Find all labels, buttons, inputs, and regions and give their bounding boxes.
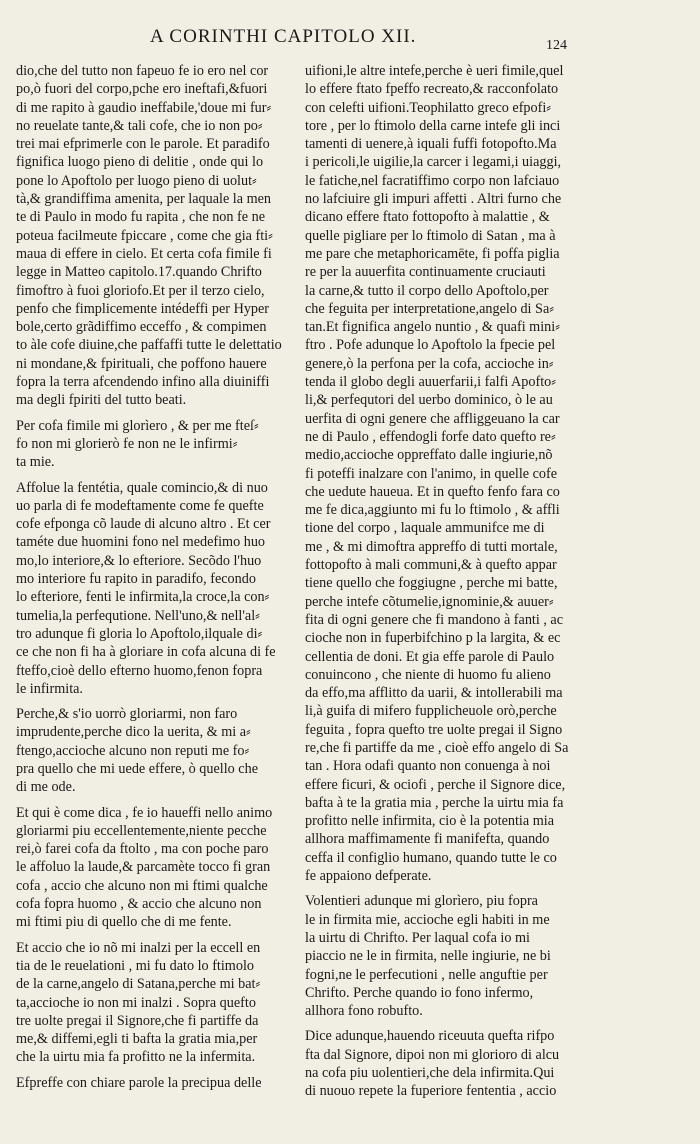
- text-line: Efpreffe con chiare parole la precipua delle: [16, 1074, 262, 1091]
- text-line: cellentia de doni. Et gia effe parole di Paulo: [305, 648, 555, 665]
- text-line: fimoftro à fuoi gloriofo.Et per il terzo cielo,: [16, 282, 265, 299]
- text-line: rei,ò farei cofa da ftolto , ma con poche paro: [16, 841, 269, 858]
- text-line: bole,certo grãdiffimo ecceffo , & compimen: [16, 319, 267, 336]
- text-line: tore , per lo ftimolo della carne intefe gli inci: [305, 117, 561, 134]
- text-line: tà,& grandiffima amenita, per laquale la men: [16, 191, 272, 208]
- running-head: A CORINTHI CAPITOLO XII.: [150, 26, 417, 47]
- text-line: ce che non fi ha à gloriare in cofa alcuna di fe: [16, 644, 276, 661]
- text-line: ceffa il configlio humano, quando tutte le co: [305, 849, 557, 866]
- text-line: trei mai efprimerle con le parole. Et paradifo: [16, 136, 270, 153]
- text-line: tiene quello che foggiugne , perche mi batte,: [305, 575, 558, 592]
- text-line: fita di ogni genere che fi mandono à fanti , ac: [305, 611, 564, 628]
- text-line: lo effere ftato fpeffo recreato,& racconfolato: [305, 81, 559, 98]
- paragraph: [16, 804, 288, 932]
- text-line: taméte due huomini fono nel medefimo huo: [16, 534, 266, 551]
- text-line: fottopofto à mali communi,& à quefto appar: [305, 557, 557, 574]
- text-line: ta mie.: [16, 454, 55, 471]
- text-line: uo parla di fe modeftamente come fe quefte: [16, 497, 264, 514]
- text-line: fignifica luogo pieno di delitie , onde qui lo: [16, 154, 264, 171]
- text-line: Perche,& s'io uorrò gloriarmi, non faro: [16, 706, 238, 723]
- text-line: de la carne,angelo di Satana,perche mi bat⸗: [16, 976, 261, 993]
- text-line: tamenti di uenere,à iquali fuffi fotopofto.Ma: [305, 136, 557, 153]
- text-line: me fe dica,aggiunto mi fu lo ftimolo , & affli: [305, 502, 560, 519]
- text-line: cofa , accio che alcuno non mi ftimi qualche: [16, 877, 268, 894]
- text-line: ftro . Pofe adunque lo Apoftolo la fpecie pel: [305, 337, 556, 354]
- text-line: tan.Et fignifica angelo nuntio , & quafi mini⸗: [305, 319, 560, 336]
- text-line: Volentieri adunque mi glorìero, piu fopra: [305, 893, 538, 910]
- text-line: Chrifto. Perche quando io fono infermo,: [305, 984, 534, 1001]
- text-line: profitto nelle infirmita, cio è la potentia mia: [305, 813, 554, 830]
- text-line: mo interiore fu rapito in paradifo, fecondo: [16, 571, 256, 588]
- text-line: gloriarmi piu eccellentemente,niente pecche: [16, 822, 267, 839]
- text-line: me , & mi dimoftra appreffo di tutti mortale,: [305, 538, 558, 555]
- text-line: tenda il globo degli auuerfarii,i falfi Apofto⸗: [305, 374, 556, 391]
- text-line: fta dal Signore, dipoi non mi glorioro di alcu: [305, 1046, 560, 1063]
- paragraph: [16, 479, 288, 699]
- text-line: me pare che metaphoricamēte, fi poffa piglia: [305, 245, 560, 262]
- text-line: cioche non in fuperbifchino p la largita, & ec: [305, 630, 561, 647]
- text-line: le in firmita mie, accioche egli habiti in me: [305, 911, 550, 928]
- text-line: la uirtu di Chrifto. Per laqual cofa io mi: [305, 929, 530, 946]
- text-line: che la uirtu mia fa profitto ne la infermita.: [16, 1049, 256, 1066]
- text-line: Dice adunque,hauendo riceuuta quefta rifpo: [305, 1028, 555, 1045]
- left-column: [16, 62, 288, 1099]
- text-line: uifioni,le altre intefe,perche è ueri fimile,quel: [305, 63, 564, 79]
- paragraph: [305, 892, 583, 1020]
- text-line: fteffo,cioè dello efterno huomo,fenon fopra: [16, 662, 263, 679]
- text-line: tro adunque fi gloria lo Apoftolo,ilquale di⸗: [16, 625, 263, 642]
- text-line: fe appaiono defperate.: [305, 868, 432, 885]
- text-line: lo efteriore, fenti le infirmita,la croce,la con⸗: [16, 589, 270, 606]
- text-line: bafta à te la gratia mia , perche la uirtu mia fa: [305, 794, 564, 811]
- paragraph: [16, 705, 288, 796]
- text-line: maua di effere in cielo. Et certa cofa fimile fi: [16, 245, 272, 262]
- text-line: Et qui è come dica , fe io haueffi nello animo: [16, 804, 273, 821]
- text-line: me,& diffemi,egli ti bafta la gratia mia,per: [16, 1031, 258, 1048]
- text-line: mo,lo interiore,& lo efteriore. Secõdo l'huo: [16, 552, 262, 569]
- text-line: legge in Matteo capitolo.17.quando Chrifto: [16, 264, 262, 281]
- text-line: fogni,ne le perfecutioni , nelle anguftie per: [305, 966, 548, 983]
- text-line: fopra la terra afcendendo infino alla diuiniffi: [16, 374, 270, 391]
- paragraph: [305, 62, 583, 885]
- text-line: mi ftimi piu di quello che di me fente.: [16, 914, 232, 931]
- text-line: conuincono , che niente di huomo fu alieno: [305, 666, 551, 683]
- text-line: di me rapito à gaudio ineffabile,'doue mi fur⸗: [16, 99, 272, 116]
- text-line: na cofa piu uolentieri,che dela infirmita.Qui: [305, 1065, 555, 1082]
- text-line: re per la auuerfita continuamente cruciauti: [305, 264, 546, 281]
- text-line: Affolue la fentétia, quale comincio,& di nuo: [16, 479, 268, 496]
- text-line: tre uolte pregai il Signore,che fi partiffe da: [16, 1012, 259, 1029]
- text-line: ne di Paulo , effendogli forfe dato quefto re⸗: [305, 428, 556, 445]
- paragraph: [16, 939, 288, 1067]
- text-line: medio,accioche oppreffato dalle ingiurie,nõ: [305, 447, 553, 464]
- text-line: penfo che fimplicemente intédeffi per Hyper: [16, 300, 270, 317]
- text-line: pone lo Apoftolo per luogo pieno di uolut⸗: [16, 172, 257, 189]
- paragraph: [16, 417, 288, 472]
- text-line: fo non mi glorierò fe non ne le infirmi⸗: [16, 435, 238, 452]
- text-line: i pericoli,le uigilie,la carcer i legami,i uiaggi,: [305, 154, 562, 171]
- text-line: feguita , fopra quefto tre uolte pregai il Signo: [305, 721, 563, 738]
- text-line: li,à guifa di mifero fupplicheuole orò,perche: [305, 703, 557, 720]
- text-line: da effo,ma afflitto da uarii, & intollerabili ma: [305, 685, 563, 702]
- text-line: re,che fi partiffe da me , cioè effo angelo di Sa: [305, 739, 569, 756]
- text-line: la carne,& tutto il corpo dello Apoftolo,per: [305, 282, 549, 299]
- text-line: piaccio ne le in firmita, nelle ingiurie, ne bi: [305, 948, 551, 965]
- text-line: che uedute haueua. Et in quefto fenfo fara co: [305, 483, 560, 500]
- text-line: fi poteffi inalzare con l'animo, in quelle cofe: [305, 465, 558, 482]
- text-line: cofe efponga cõ laude di alcuno altro . Et cer: [16, 516, 271, 533]
- text-line: le affoluo la laude,& parcamète tocco fi gran: [16, 859, 271, 876]
- text-line: che feguita per interpretatione,angelo di Sa⸗: [305, 300, 554, 317]
- text-line: imprudente,perche dico la uerita, & mi a⸗: [16, 724, 251, 741]
- text-line: le fatiche,nel facratiffimo corpo non lafciauo: [305, 172, 560, 189]
- text-line: di nuouo repete la fuperiore fententia , accio: [305, 1083, 557, 1100]
- text-line: dicano effere ftato fottopofto à malattie , &: [305, 209, 550, 226]
- text-line: tione del corpo , laquale ammunifce me di: [305, 520, 545, 537]
- text-line: tia de le reuelationi , mi fu dato lo ftimolo: [16, 957, 254, 974]
- text-line: ta,accioche io non mi inalzi . Sopra quefto: [16, 994, 256, 1011]
- paragraph: [305, 1027, 583, 1100]
- text-line: poteua facilmeute fpiccare , come che gia fti⸗: [16, 227, 273, 244]
- text-line: allhora fono robufto.: [305, 1003, 423, 1020]
- text-line: uerfita di ogni genere che affliggeuano la car: [305, 410, 560, 427]
- text-line: di me ode.: [16, 779, 76, 796]
- paragraph: [16, 1074, 288, 1092]
- text-line: quelle pigliare per lo ftimolo di Satan , ma à: [305, 227, 556, 244]
- text-line: dio,che del tutto non fapeuo fe io ero nel cor: [16, 63, 269, 79]
- text-line: pra quello che mi uede effere, ò quello che: [16, 760, 258, 777]
- text-line: con celefti uifioni.Teophilatto greco efpofi⸗: [305, 99, 552, 116]
- text-line: li,& perfequtori del uerbo dominico, ò le au: [305, 392, 553, 409]
- page-number: 124: [546, 38, 567, 53]
- text-line: le infirmita.: [16, 680, 83, 697]
- text-line: po,ò fuori del corpo,pche ero ineftafi,&fuori: [16, 81, 268, 98]
- text-line: ftengo,accioche alcuno non reputi me fo⸗: [16, 742, 250, 759]
- text-line: te di Paulo in modo fu rapita , che non fe ne: [16, 209, 266, 226]
- text-line: Per cofa fimile mi glorìero , & per me fteſ⸗: [16, 417, 259, 434]
- text-line: tumelia,la perfequtione. Nell'uno,& nell'al⸗: [16, 607, 260, 624]
- text-line: allhora maffimamente fi manifefta, quando: [305, 831, 550, 848]
- text-line: no lafciuire gli impuri affetti . Altri furno che: [305, 191, 562, 208]
- text-line: to àle cofe diuine,che paffaffi tutte le delettatio: [16, 337, 282, 354]
- text-line: perche intefe cõtumelie,ignominie,& auuer⸗: [305, 593, 554, 610]
- text-line: Et accio che io nõ mi inalzi per la eccell en: [16, 939, 261, 956]
- text-line: effere ficuri, & ociofi , perche il Signore dice,: [305, 776, 566, 793]
- text-line: ni mondane,& fpirituali, che poffono hauere: [16, 355, 267, 372]
- text-line: cofa fopra huomo , & accio che alcuno non: [16, 896, 262, 913]
- text-line: ma degli fpiriti del tutto beati.: [16, 392, 187, 409]
- right-column: [305, 62, 583, 1108]
- text-line: no reuelate tante,& tali cofe, che io non po⸗: [16, 117, 263, 134]
- text-line: tan . Hora odafi quanto non conuenga à noi: [305, 758, 551, 775]
- paragraph: [16, 62, 288, 410]
- text-line: genere,ò la perfona per la cofa, accioche in⸗: [305, 355, 554, 372]
